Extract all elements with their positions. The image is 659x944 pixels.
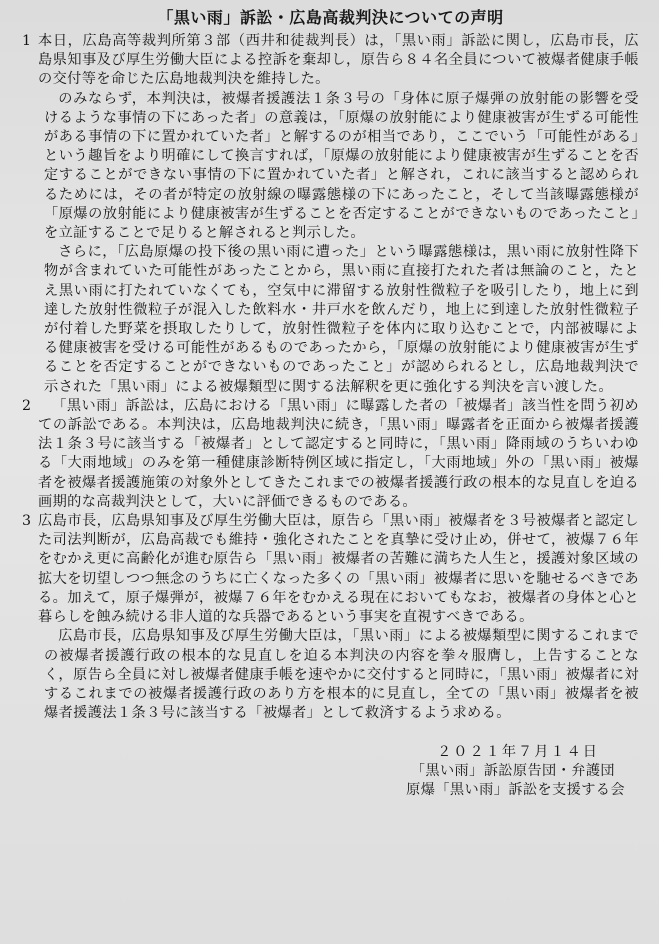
section-1-continuation	[44, 90, 639, 397]
section-3-paragraph-1: 広島市長，広島県知事及び厚生労働大臣は，原告ら「黒い雨」被爆者を３号被爆者と認定した司法判断が，広島高裁でも維持・強化されたことを真摯に受け止め，併せて，被爆７６年をむかえ更に高齢化が進む原告ら「黒い雨」被爆者の苦難に満ちた人生と，援護対象区域の拡大を切望しつつ無念のうちに亡くなった多くの「黒い雨」被爆者に思いを馳せるべきである。加えて，原子爆弾が，被爆７６年をむかえる現在においてもなお，被爆者の身体と心と暮らしを蝕み続ける非人道的な兵器であるという事実を直視すべきである。	[38, 513, 639, 626]
section-number: 3	[22, 513, 32, 530]
section-1-paragraph-2: のみならず，本判決は，被爆者援護法１条３号の「身体に原子爆弾の放射能の影響を受けるような事情の下にあった者」の意義は，「原爆の放射能により健康被害が生ずる可能性がある事情の下に置かれていた者」と解するのが相当であり，ここでいう「可能性がある」という趣旨をより明確にして換言すれば，「原爆の放射能により健康被害が生ずることを否定することができない事情の下に置かれていた者」と解され，これに該当すると認められるためには，その者が特定の放射線の曝露態様の下にあったこと，そして当該曝露態様が「原爆の放射能により健康被害が生ずることを否定することができないものであったこと」を立証することで足りると解されると判示した。	[44, 90, 639, 242]
document-title: 「黒い雨」訴訟・広島高裁判決についての声明	[157, 8, 504, 27]
section-3-paragraph-2: 広島市長，広島県知事及び厚生労働大臣は，「黒い雨」による被爆類型に関するこれまでの被爆者援護行政の根本的な見直しを迫る本判決の内容を拳々服膺し，上告することなく，原告ら全員に対し被爆者健康手帳を速やかに交付すると同時に，「黒い雨」被爆者に対するこれまでの被爆者援護行政のあり方を根本的に見直し，全ての「黒い雨」被爆者を被爆者援護法１条３号に該当する「被爆者」として救済するよう求める。	[44, 628, 639, 722]
closing-signature	[22, 743, 639, 800]
section-3-continuation	[44, 627, 639, 723]
signatory-supporters: 原爆「黒い雨」訴訟を支援する会	[406, 782, 625, 799]
section-1	[22, 32, 639, 90]
section-1-paragraph-1: 本日，広島高等裁判所第３部（西井和徒裁判長）は，「黒い雨」訴訟に関し，広島市長，広島県知事及び厚生労働大臣による控訴を棄却し，原告ら８４名全員について被爆者健康手帳の交付等を命じた広島地裁判決を維持した。	[38, 33, 639, 88]
statement-date: ２０２１年７月１４日	[437, 744, 599, 761]
document-body	[22, 32, 639, 723]
section-number: 1	[22, 33, 32, 49]
section-3	[22, 512, 639, 627]
signatory-plaintiffs: 「黒い雨」訴訟原告団・弁護団	[410, 763, 615, 780]
section-2-paragraph-1: 「黒い雨」訴訟は，広島における「黒い雨」に曝露した者の「被爆者」該当性を問う初めての訴訟である。本判決は，広島地裁判決に続き，「黒い雨」曝露者を正面から被爆者援護法１条３号に該当する「被爆者」として認定すると同時に，「黒い雨」降雨域のうちいわゆる「大雨地域」のみを第一種健康診断特例区域に指定し，「大雨地域」外の「黒い雨」被爆者を被爆者援護施策の対象外としてきたこれまでの被爆者援護行政の根本的な見直しを迫る画期的な高裁判決として，大いに評価できるものである。	[38, 397, 639, 510]
section-number: 2	[22, 397, 32, 414]
section-2	[22, 397, 639, 512]
section-1-paragraph-3: さらに，「広島原爆の投下後の黒い雨に遭った」という曝露態様は，黒い雨に放射性降下物が含まれていた可能性があったことから，黒い雨に直接打たれた者は無論のこと，たとえ黒い雨に打たれていなくても，空気中に滞留する放射性微粒子を吸引したり，地上に到達した放射性微粒子が混入した飲料水・井戸水を飲んだり，地上に到達した放射性微粒子が付着した野菜を摂取したりして，放射性微粒子を体内に取り込むことで，内部被曝による健康被害を受ける可能性があるものであったから，「原爆の放射能により健康被害が生ずることを否定することができないものであったこと」が認められるとし，広島地裁判決で示された「黒い雨」による被爆類型に関する法解釈を更に強化する判決を言い渡した。	[44, 244, 639, 395]
